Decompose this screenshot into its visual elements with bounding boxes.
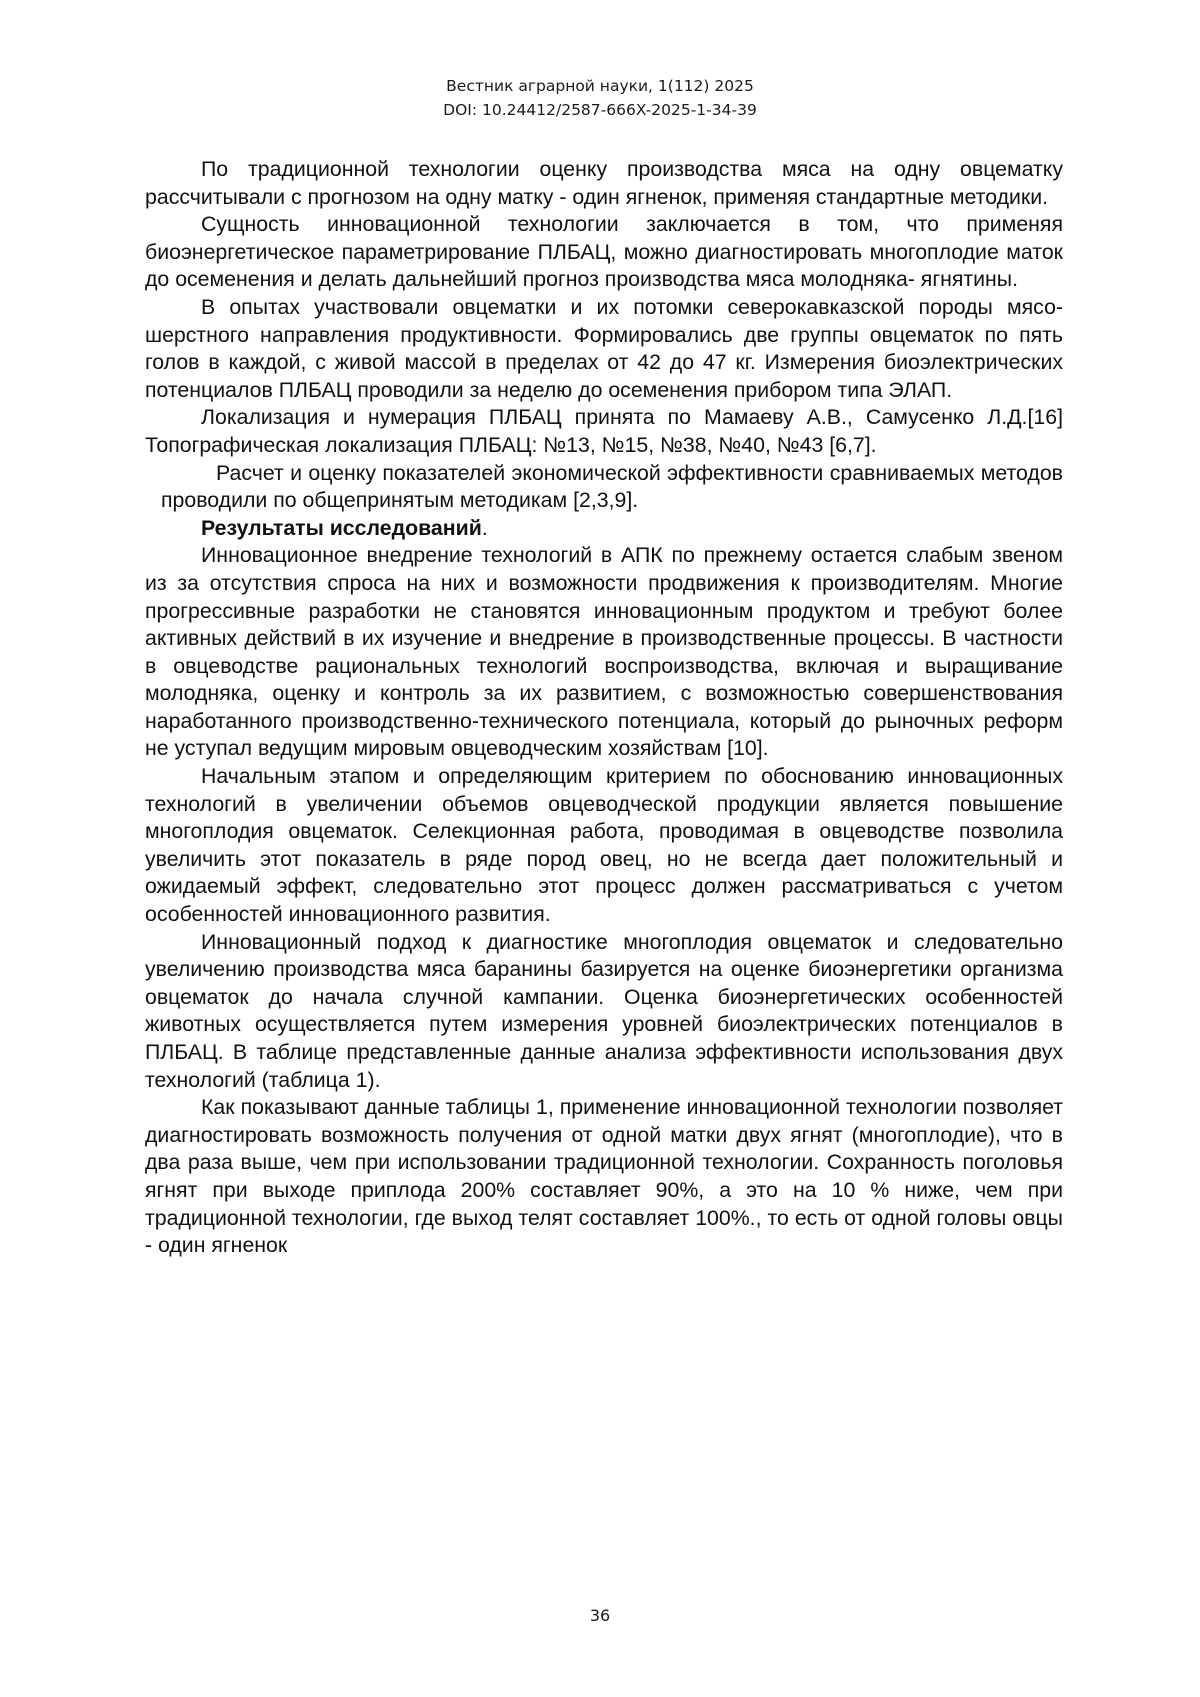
running-header [0, 74, 1200, 122]
paragraph-initial-stage: Начальным этапом и определяющим критерием по обоснованию инновационных технологий в увеличении объемов овцеводческой продукции является повышение многоплодия овцематок. Селекционная работа, проводимая в овцеводстве позволила увеличить этот показатель в ряде пород овец, но не всегда дает положительный и ожидаемый эффект, следовательно этот процесс должен рассматриваться с учетом особенностей инновационного развития. [145, 764, 1063, 927]
results-heading-period: . [481, 515, 488, 540]
paragraph-experiment-setup: В опытах участвовали овцематки и их потомки северокавказской породы мясо- шерстного направления продуктивности. Формировались две группы овцематок по пять голов в каждой, с живой массой в пределах от 42 до 47 кг. Измерения биоэлектрических потенциалов ПЛБАЦ проводили за неделю до осеменения прибором типа ЭЛАП. [145, 294, 1063, 402]
paragraph-innovation-essence: Сущность инновационной технологии заключается в том, что применяя биоэнергетическое параметрирование ПЛБАЦ, можно диагностировать многоплодие маток до осеменения и делать дальнейший прогноз производства мяса молодняка- ягнятины. [145, 212, 1063, 292]
paragraph-traditional-technology: По традиционной технологии оценку производства мяса на одну овцематку рассчитывали с прогнозом на одну матку - один ягненок, применяя стандартные методики. [145, 157, 1063, 209]
results-heading-line [145, 515, 1063, 543]
page-number: 36 [589, 1606, 611, 1625]
paragraph-innovation-adoption: Инновационное внедрение технологий в АПК по прежнему остается слабым звеном из за отсутствия спроса на них и возможности продвижения к производителям. Многие прогрессивные разработки не становятся инновационным продуктом и требуют более активных действий в их изучение и внедрение в производственные процессы. В частности в овцеводстве рациональных технологий воспроизводства, включая и выращивание молодняка, оценку и контроль за их развитием, с возможностью совершенствования наработанного производственно-технического потенциала, который до рыночных реформ не уступал ведущим мировым овцеводческим хозяйствам [10]. [145, 543, 1063, 761]
doi-line: DOI: 10.24412/2587-666X-2025-1-34-39 [443, 101, 757, 119]
paragraph-table-analysis: Как показывают данные таблицы 1, применение инновационной технологии позволяет диагностировать возможность получения от одной матки двух ягнят (многоплодие), что в два раза выше, чем при использовании традиционной технологии. Сохранность поголовья ягнят при выходе приплода 200% составляет 90%, а это на 10 % ниже, чем при традиционной технологии, где выход телят составляет 100%., то есть от одной головы овцы - один ягненок [145, 1095, 1063, 1258]
results-heading: Результаты исследований [201, 515, 482, 540]
journal-title: Вестник аграрной науки, 1(112) 2025 [446, 77, 754, 95]
paragraph-localization: Локализация и нумерация ПЛБАЦ принята по Мамаеву А.В., Самусенко Л.Д.[16] Топографическая локализация ПЛБАЦ: №13, №15, №38, №40, №43 [6,7]. [145, 405, 1063, 457]
paragraph-economic-calculation: Расчет и оценку показателей экономической эффективности сравниваемых методов проводили по общепринятым методикам [2,3,9]. [161, 460, 1063, 513]
paragraph-diagnostics-approach: Инновационный подход к диагностике многоплодия овцематок и следовательно увеличению производства мяса баранины базируется на оценке биоэнергетики организма овцематок до начала случной кампании. Оценка биоэнергетических особенностей животных осуществляется путем измерения уровней биоэлектрических потенциалов в ПЛБАЦ. В таблице представленные данные анализа эффективности использования двух технологий (таблица 1). [145, 929, 1063, 1092]
article-body [145, 156, 1063, 1260]
